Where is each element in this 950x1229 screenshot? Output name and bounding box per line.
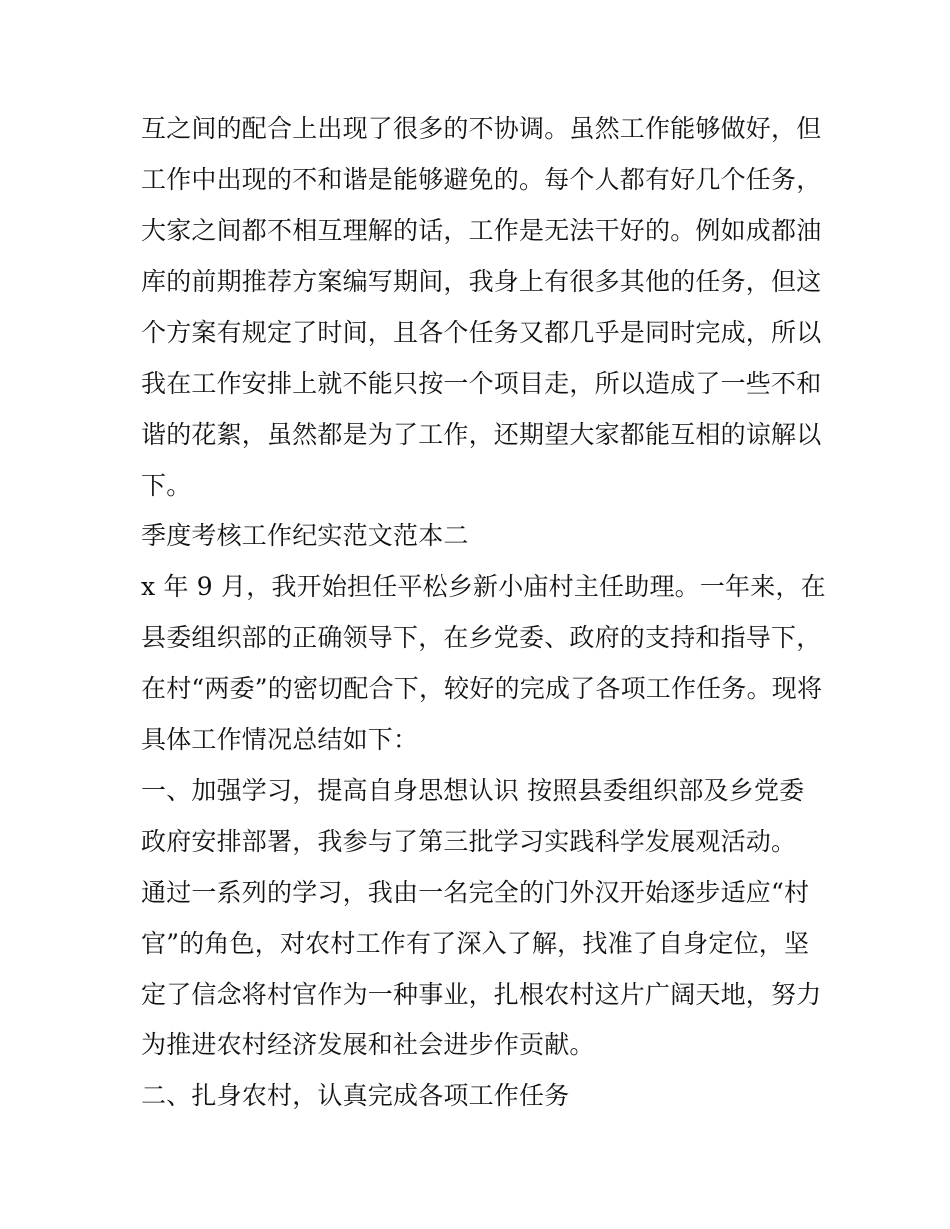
text-line: x 年 9 月，我开始担任平松乡新小庙村主任助理。一年来，在 bbox=[141, 572, 826, 601]
text-line: 下。 bbox=[141, 471, 192, 500]
text-line: 个方案有规定了时间，且各个任务又都几乎是同时完成，所以 bbox=[141, 318, 822, 347]
text-line: 具体工作情况总结如下： bbox=[141, 725, 419, 754]
text-line: 我在工作安排上就不能只按一个项目走，所以造成了一些不和 bbox=[141, 369, 822, 398]
section-heading: 二、扎身农村，认真完成各项工作任务 bbox=[141, 1081, 570, 1110]
text-line: 大家之间都不相互理解的话，工作是无法干好的。例如成都油 bbox=[141, 216, 822, 245]
text-line: 官”的角色，对农村工作有了深入了解，找准了自身定位，坚 bbox=[141, 929, 810, 958]
text-line: 工作中出现的不和谐是能够避免的。每个人都有好几个任务， bbox=[141, 165, 822, 194]
text-line: 库的前期推荐方案编写期间，我身上有很多其他的任务，但这 bbox=[141, 267, 822, 296]
text-line: 互之间的配合上出现了很多的不协调。虽然工作能够做好，但 bbox=[141, 114, 822, 143]
text-line: 一、加强学习，提高自身思想认识 按照县委组织部及乡党委 bbox=[141, 776, 805, 805]
text-line: 政府安排部署，我参与了第三批学习实践科学发展观活动。 bbox=[141, 827, 797, 856]
text-line: 定了信念将村官作为一种事业，扎根农村这片广阔天地，努力 bbox=[141, 980, 822, 1009]
text-line: 为推进农村经济发展和社会进步作贡献。 bbox=[141, 1030, 595, 1059]
text-line: 谐的花絮，虽然都是为了工作，还期望大家都能互相的谅解以 bbox=[141, 420, 822, 449]
text-line: 县委组织部的正确领导下，在乡党委、政府的支持和指导下， bbox=[141, 623, 822, 652]
text-line: 通过一系列的学习，我由一名完全的门外汉开始逐步适应“村 bbox=[141, 878, 810, 907]
text-line: 在村“两委”的密切配合下，较好的完成了各项工作任务。现将 bbox=[141, 674, 823, 703]
section-heading: 季度考核工作纪实范文范本二 bbox=[141, 521, 469, 550]
